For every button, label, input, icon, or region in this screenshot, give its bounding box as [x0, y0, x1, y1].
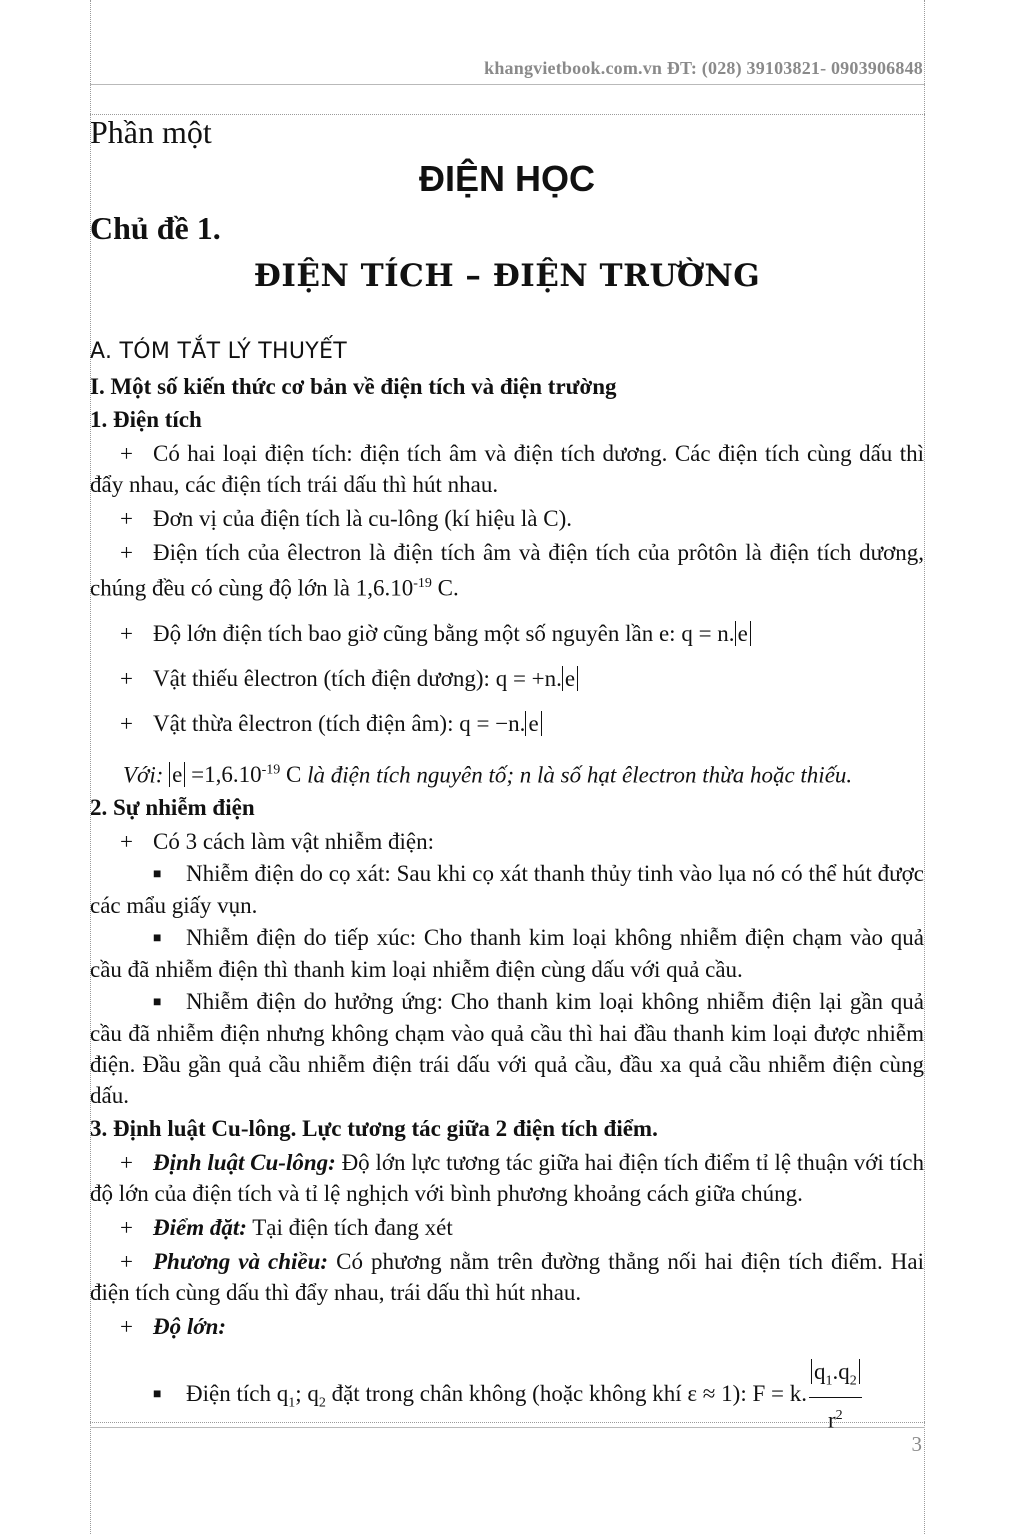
plus-marker: + [120, 1314, 133, 1340]
paragraph: + Phương và chiều: Có phương nằm trên đường thẳng nối hai điện tích điểm. Hai điện tích cùng dấu thì đẩy nhau, trái dấu thì hút nhau. [90, 1246, 924, 1308]
formula: q = n. e [681, 621, 750, 646]
note: Với: $e =1,6.10^{-19}$ C là điện tích nguyên tố; n là số hạt êlectron thừa hoặc thiếu. [123, 762, 853, 788]
header-rule [90, 84, 925, 85]
bullet-item: ■ Nhiễm điện do hưởng ứng: Cho thanh kim loại không nhiễm điện lại gần quả cầu đã nhiễm điện nhưng không chạm vào quả cầu thì hai đầu thanh kim loại được nhiễm điện. Đầu gần quả cầu nhiễm điện trái dấu với quả cầu, đầu xa quả cầu nhiễm điện cùng dấu. [90, 989, 924, 1109]
plus-marker: + [120, 506, 133, 531]
square-bullet-icon: ■ [153, 931, 162, 947]
plus-marker: + [120, 829, 133, 855]
part-heading: Phần một [90, 114, 212, 150]
coulomb-formula-item: ■ Điện tích $q_1$; $q_2$ đặt trong chân không (hoặc không khí ε ≈ 1): F = k. $\frac{q_1.q_2}{r^2}$ [90, 1356, 924, 1435]
plus-marker: + [120, 710, 133, 736]
paragraph: + Vật thừa êlectron (tích điện âm): q = −n. e [90, 708, 924, 739]
bullet-item: ■ Nhiễm điện do tiếp xúc: Cho thanh kim loại không nhiễm điện chạm vào quả cầu đã nhiễm điện thì thanh kim loại nhiễm điện cùng dấu với quả cầu. [90, 925, 924, 983]
plus-marker: + [120, 1249, 133, 1275]
paragraph: + Có 3 cách làm vật nhiễm điện: [90, 826, 924, 857]
plus-marker: + [120, 665, 133, 691]
topic-title: ĐIỆN TÍCH – ĐIỆN TRƯỜNG [253, 258, 761, 294]
bullet-item: ■ Nhiễm điện do cọ xát: Sau khi cọ xát thanh thủy tinh vào lụa nó có thể hút được các mẩu giấy vụn. [90, 861, 924, 919]
plus-marker: + [120, 441, 133, 466]
square-bullet-icon: ■ [153, 995, 162, 1011]
square-bullet-icon: ■ [153, 867, 162, 883]
plus-marker: + [120, 620, 133, 646]
section-3-heading: 3. Định luật Cu-lông. Lực tương tác giữa 2 điện tích điểm. [90, 1116, 658, 1142]
paragraph: + Điện tích của êlectron là điện tích âm và điện tích của prôtôn là điện tích dương, chúng đều có cùng độ lớn là $1,6.10^{-19}$ C. [90, 537, 924, 604]
paragraph: + Đơn vị của điện tích là cu-lông (kí hiệu là C). [90, 503, 924, 534]
section-1-heading: 1. Điện tích [90, 407, 202, 432]
paragraph: + Định luật Cu-lông: Độ lớn lực tương tác giữa hai điện tích điểm tỉ lệ thuận với tích độ lớn của điện tích và tỉ lệ nghịch với bình phương khoảng cách giữa chúng. [90, 1147, 924, 1209]
main-title: ĐIỆN HỌC [418, 158, 595, 199]
top-text-boundary [90, 114, 925, 115]
plus-marker: + [120, 1150, 133, 1176]
section-2-heading: 2. Sự nhiễm điện [90, 795, 255, 821]
right-margin-line [924, 0, 925, 1534]
plus-marker: + [120, 1215, 133, 1241]
page-number: 3 [911, 1432, 922, 1456]
paragraph: + Điểm đặt: Tại điện tích đang xét [90, 1212, 924, 1243]
square-bullet-icon: ■ [153, 1387, 162, 1403]
coulomb-fraction: $\frac{q_1.q_2}{r^2}$ [809, 1356, 862, 1435]
body-text [90, 336, 924, 1436]
paragraph: + Độ lớn điện tích bao giờ cũng bằng một số nguyên lần e: q = n. e [90, 618, 924, 649]
formula: q = −n. e [459, 711, 541, 736]
formula: q = +n. e [496, 666, 578, 691]
paragraph: + Có hai loại điện tích: điện tích âm và điện tích dương. Các điện tích cùng dấu thì đẩy nhau, các điện tích trái dấu thì hút nhau. [90, 438, 924, 500]
page-header: khangvietbook.com.vn ĐT: (028) 39103821- 0903906848 [484, 58, 923, 78]
paragraph: + Vật thiếu êlectron (tích điện dương): q = +n. e [90, 663, 924, 694]
plus-marker: + [120, 540, 133, 565]
section-a-heading: A. TÓM TẮT LÝ THUYẾT [90, 339, 347, 364]
paragraph: + Độ lớn: [90, 1311, 924, 1342]
section-i-heading: I. Một số kiến thức cơ bản về điện tích và điện trường [90, 374, 617, 399]
topic-heading: Chủ đề 1. [90, 210, 221, 246]
